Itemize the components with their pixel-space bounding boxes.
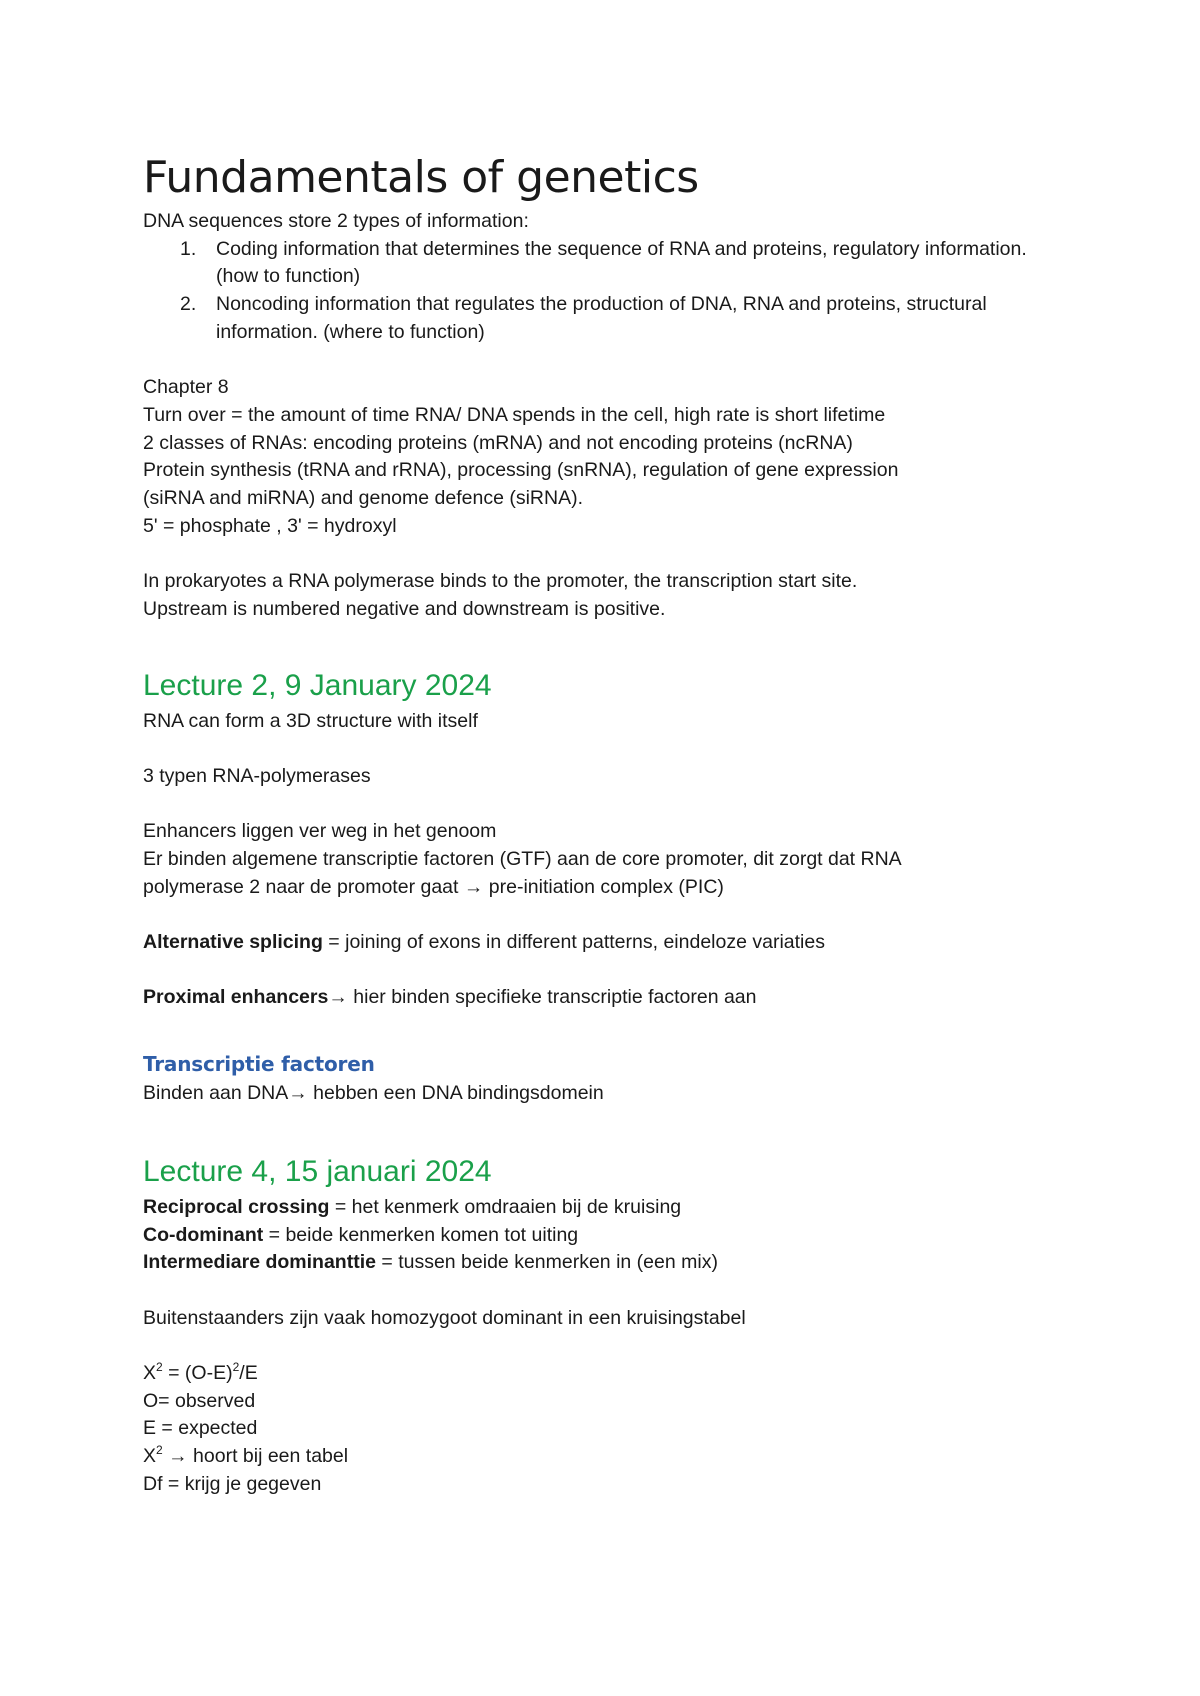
formula-part: /E [239, 1362, 258, 1385]
paragraph-line: O= observed [143, 1389, 256, 1412]
definition-line [143, 984, 1043, 1012]
formula-part: X [143, 1445, 157, 1468]
paragraph-line: 5' = phosphate , 3' = hydroxyl [143, 514, 397, 537]
list-text: Coding information that determines the sequence of RNA and proteins, regulatory information. (how to function) [216, 237, 1027, 288]
paragraph-line: In prokaryotes a RNA polymerase binds to the promoter, the transcription start site. [143, 570, 858, 593]
formula-part: → hoort bij een tabel [162, 1445, 349, 1468]
paragraph-line: (siRNA and miRNA) and genome defence (siRNA). [143, 487, 584, 510]
paragraph-line: Buitenstaanders zijn vaak homozygoot dominant in een kruisingstabel [143, 1306, 746, 1329]
list-number: 1. [180, 237, 197, 260]
list-item [143, 236, 1043, 291]
paragraph-line: Er binden algemene transcriptie factoren (GTF) aan de core promoter, dit zorgt dat RNA [143, 848, 902, 870]
paragraph-line: Protein synthesis (tRNA and rRNA), processing (snRNA), regulation of gene expression [143, 459, 899, 482]
formula-part: X [143, 1362, 157, 1385]
paragraph-line: 3 typen RNA-polymerases [143, 764, 371, 787]
term: Alternative splicing [143, 931, 323, 954]
paragraph-line: Turn over = the amount of time RNA/ DNA spends in the cell, high rate is short lifetime [143, 403, 886, 426]
definition: = joining of exons in different patterns, eindeloze variaties [322, 931, 825, 954]
chapter-heading: Chapter 8 [143, 376, 229, 399]
term: Proximal enhancers [143, 986, 329, 1009]
document-title: Fundamentals of genetics [143, 152, 699, 203]
list-number: 2. [180, 293, 197, 316]
definition-line [143, 1194, 1043, 1222]
definition-line [143, 929, 1043, 957]
formula-line [143, 1443, 1043, 1471]
term: Co-dominant [143, 1223, 264, 1246]
definition: = tussen beide kenmerken in (een mix) [375, 1251, 718, 1274]
list-item [143, 291, 1043, 346]
definition: = het kenmerk omdraaien bij de kruising [329, 1195, 682, 1218]
paragraph-line: RNA can form a 3D structure with itself [143, 709, 478, 732]
lecture-heading: Lecture 4, 15 januari 2024 [143, 1154, 492, 1188]
paragraph-line: 2 classes of RNAs: encoding proteins (mRNA) and not encoding proteins (ncRNA) [143, 431, 853, 454]
definition-line [143, 1222, 1043, 1250]
formula-part: = (O-E) [162, 1362, 233, 1385]
intro-line: DNA sequences store 2 types of information: [143, 210, 529, 232]
list-text: Noncoding information that regulates the production of DNA, RNA and proteins, structural information. (where to function) [216, 293, 987, 343]
paragraph-line: Upstream is numbered negative and downstream is positive. [143, 597, 666, 620]
paragraph-line: polymerase 2 naar de promoter gaat → pre-initiation complex (PIC) [143, 875, 724, 898]
definition: → hier binden specifieke transcriptie factoren aan [328, 986, 757, 1009]
paragraph-line: Binden aan DNA→ hebben een DNA bindingsdomein [143, 1082, 604, 1105]
info-types-list [143, 236, 1043, 347]
document-page [143, 148, 1043, 1499]
lecture-heading: Lecture 2, 9 January 2024 [143, 668, 492, 702]
subheading: Transcriptie factoren [143, 1052, 375, 1077]
formula-superscript: 2 [232, 1360, 240, 1375]
term: Reciprocal crossing [143, 1195, 330, 1218]
formula-superscript: 2 [156, 1360, 163, 1375]
definition-line [143, 1249, 1043, 1277]
paragraph-line: E = expected [143, 1417, 258, 1440]
definition: = beide kenmerken komen tot uiting [263, 1223, 579, 1246]
term: Intermediare dominanttie [143, 1251, 376, 1274]
formula-superscript: 2 [156, 1443, 163, 1458]
formula-line [143, 1360, 1043, 1388]
paragraph-line: Df = krijg je gegeven [143, 1472, 322, 1495]
paragraph-line: Enhancers liggen ver weg in het genoom [143, 820, 497, 843]
